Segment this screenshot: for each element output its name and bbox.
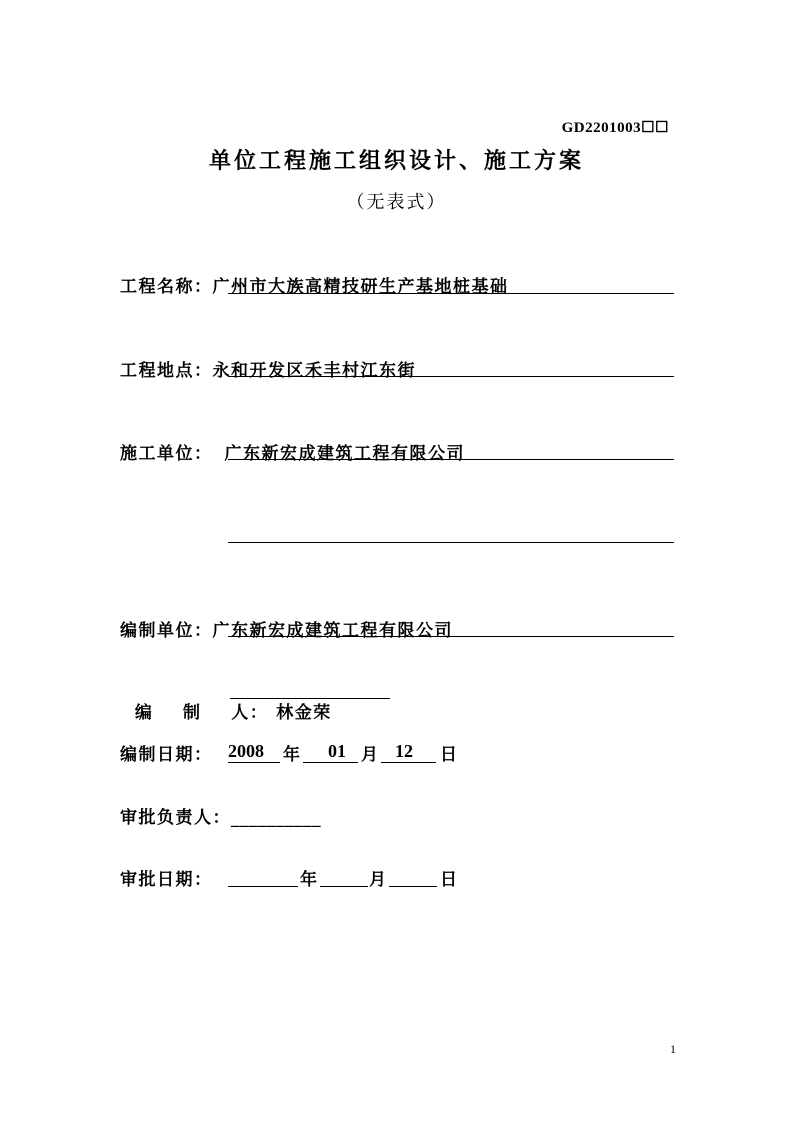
approver-label: 审批负责人： — [120, 808, 231, 828]
prepared-unit-value: 广东新宏成建筑工程有限公司 — [212, 621, 453, 641]
location-value: 永和开发区禾丰村江东街 — [212, 361, 416, 381]
prep-month-underline — [303, 762, 358, 763]
approver-blank: __________ — [231, 808, 321, 828]
approve-month-char: 月 — [369, 870, 388, 890]
document-code: GD2201003☐☐ — [561, 120, 669, 136]
approver-row — [120, 803, 321, 828]
prep-month-char: 月 — [361, 745, 380, 765]
prep-day-value: 12 — [395, 741, 413, 761]
prep-day-underline — [381, 762, 436, 763]
preparer-underline — [230, 698, 390, 699]
prep-year-underline — [228, 762, 280, 763]
preparer-label: 编 制 人： — [134, 703, 269, 723]
prep-year-char: 年 — [283, 745, 302, 765]
contractor-extra-underline — [228, 542, 674, 543]
prepared-unit-row — [120, 616, 453, 641]
approve-day-underline — [389, 886, 437, 887]
page-subtitle: （无表式） — [346, 192, 447, 213]
location-row — [120, 356, 416, 381]
preparer-value: 林金荣 — [276, 703, 332, 723]
approve-day-char: 日 — [440, 870, 459, 890]
project-name-label: 工程名称： — [120, 277, 213, 297]
project-name-value: 广州市大族高精技研生产基地桩基础 — [212, 277, 509, 297]
prep-year-value: 2008 — [228, 741, 264, 761]
contractor-row — [120, 439, 465, 464]
prep-date-row — [120, 740, 213, 765]
approve-month-underline — [320, 886, 368, 887]
location-label: 工程地点： — [120, 361, 213, 381]
contractor-value: 广东新宏成建筑工程有限公司 — [224, 444, 465, 464]
prep-day-char: 日 — [440, 745, 459, 765]
location-underline — [228, 376, 674, 377]
project-name-underline — [228, 293, 674, 294]
preparer-row — [120, 678, 332, 723]
contractor-underline — [228, 459, 674, 460]
approve-year-char: 年 — [300, 870, 319, 890]
approve-year-underline — [228, 886, 298, 887]
page-title: 单位工程施工组织设计、施工方案 — [208, 149, 584, 174]
prep-month-value: 01 — [328, 741, 346, 761]
approve-date-label: 审批日期： — [120, 870, 213, 890]
prepared-unit-label: 编制单位： — [120, 621, 213, 641]
page-number: 1 — [670, 1042, 676, 1056]
prepared-unit-underline — [228, 636, 674, 637]
approve-date-row — [120, 865, 213, 890]
prep-date-label: 编制日期： — [120, 745, 213, 765]
contractor-label: 施工单位： — [120, 444, 213, 464]
